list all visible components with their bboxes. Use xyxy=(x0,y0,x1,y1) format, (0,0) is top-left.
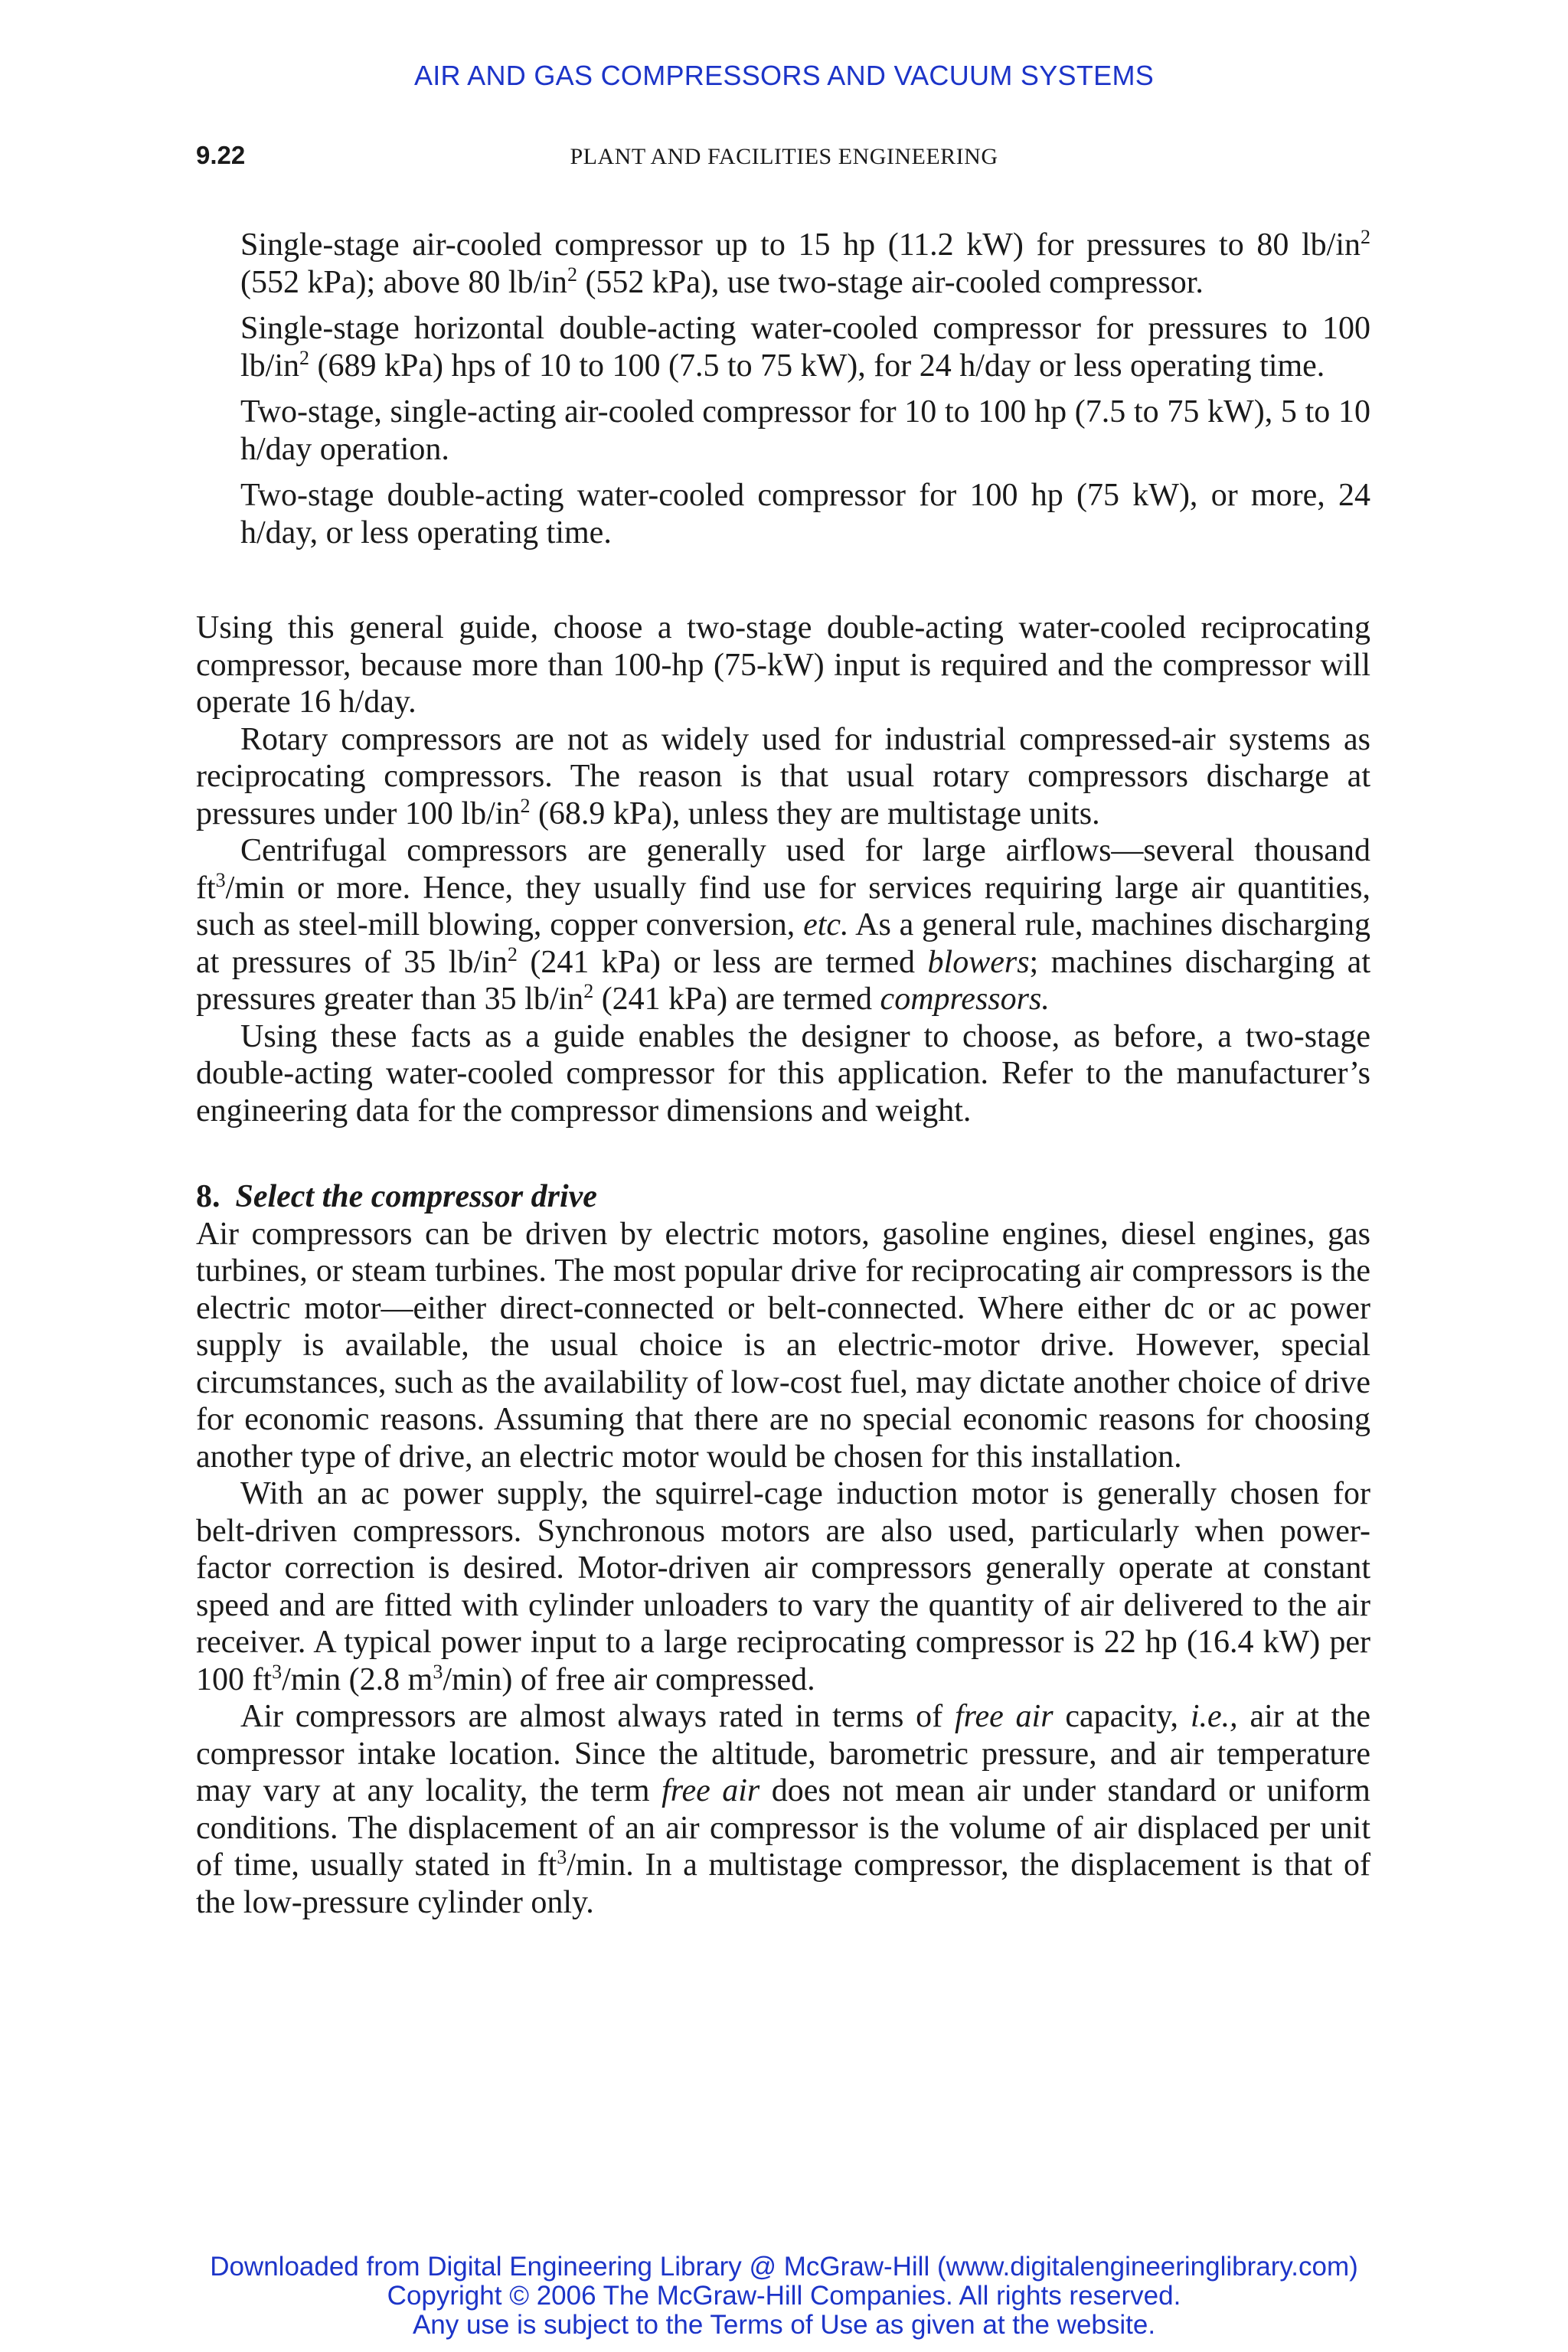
body-paragraph: Using these facts as a guide enables the designer to choose, as before, a two-stage double-acting water-cooled compressor for this application. Refer to the manufacturer’s engineering data for the compressor dimensions and weight. xyxy=(196,1018,1370,1129)
text-run: (68.9 kPa), unless they are multistage units. xyxy=(530,795,1100,831)
body-paragraph xyxy=(196,721,1370,833)
page-number: 9.22 xyxy=(196,141,246,169)
footer-terms-line: Any use is subject to the Terms of Use as given at the website. xyxy=(412,2310,1156,2340)
section-heading xyxy=(196,1178,1370,1216)
body-paragraph xyxy=(196,832,1370,1018)
text-run: (552 kPa); above 80 lb/in xyxy=(240,264,567,300)
superscript: 3 xyxy=(433,1660,443,1683)
section-number: 8. xyxy=(196,1179,220,1214)
superscript: 2 xyxy=(507,942,518,965)
superscript: 3 xyxy=(215,868,226,891)
text-run: With an ac power supply, the squirrel-cage induction motor is generally chosen for belt-driven compressors. Synchronous motors are also used, particularly when power-factor correction is desired. Motor-driven air compressors generally operate at constant speed and are fitted with cylinder unloaders to vary the quantity of air delivered to the air receiver. A typical power input to a large reciprocating compressor is 22 hp (16.4 kW) per 100 ft xyxy=(196,1476,1370,1697)
text-run: Rotary compressors are not as widely used for industrial compressed-air systems as reciprocating compressors. The reason is that usual rotary compressors discharge at pressures under 100 lb/in xyxy=(196,721,1370,831)
text-run: ; machines discharging at pressures greater than 35 lb/in xyxy=(196,944,1370,1017)
text-run: Single-stage horizontal double-acting water-cooled compressor for pressures to 100 lb/in xyxy=(240,311,1370,384)
text-run: As a general rule, machines discharging at pressures of 35 lb/in xyxy=(196,907,1370,980)
running-head: PLANT AND FACILITIES ENGINEERING xyxy=(570,144,998,169)
text-run: /min (2.8 m xyxy=(282,1661,433,1697)
footer-download-line: Downloaded from Digital Engineering Library @ McGraw-Hill (www.digitalengineeringlibrary.com) xyxy=(210,2252,1358,2282)
text-run: Centrifugal compressors are generally used for large airflows—several thousand ft xyxy=(196,833,1370,906)
list-item xyxy=(240,310,1370,384)
list-item: Two-stage, single-acting air-cooled compressor for 10 to 100 hp (7.5 to 75 kW), 5 to 10 h/day operation. xyxy=(240,394,1370,467)
text-run: /min. In a multistage compressor, the displacement is that of the low-pressure cylinder only. xyxy=(196,1847,1371,1920)
text-run: Single-stage air-cooled compressor up to 15 hp (11.2 kW) for pressures to 80 lb/in xyxy=(240,227,1361,263)
italic-term: blowers xyxy=(927,944,1030,980)
italic-term: compressors. xyxy=(880,982,1050,1017)
text-run: Air compressors are almost always rated in terms of xyxy=(240,1699,955,1734)
body-paragraph xyxy=(196,1475,1370,1698)
superscript: 2 xyxy=(299,346,310,369)
text-run: (241 kPa) or less are termed xyxy=(517,944,928,980)
superscript: 3 xyxy=(557,1846,567,1868)
superscript: 2 xyxy=(520,794,531,817)
text-run: capacity, xyxy=(1053,1699,1191,1734)
list-item: Two-stage double-acting water-cooled compressor for 100 hp (75 kW), or more, 24 h/day, or less operating time. xyxy=(240,478,1370,550)
body-paragraph: Air compressors can be driven by electric motors, gasoline engines, diesel engines, gas turbines, or steam turbines. The most popular drive for reciprocating air compressors is the electric motor—either direct-connected or belt-connected. Where either dc or ac power supply is available, the usual choice is an electric-motor drive. However, special circumstances, such as the availability of low-cost fuel, may dictate another choice of drive for economic reasons. Assuming that there are no special economic reasons for choosing another type of drive, an electric motor would be chosen for this installation. xyxy=(196,1216,1370,1475)
text-run: /min) of free air compressed. xyxy=(443,1661,815,1697)
superscript: 2 xyxy=(583,980,594,1002)
italic-term: free air xyxy=(954,1699,1054,1734)
list-item xyxy=(240,227,1370,301)
body-paragraph xyxy=(196,1698,1370,1921)
page-body xyxy=(196,227,1370,1921)
superscript: 3 xyxy=(272,1660,283,1683)
text-run: air at the compressor intake location. Since the altitude, barometric pressure, and air temperature may vary at any locality, the term xyxy=(196,1699,1370,1808)
text-run: (689 kPa) hps of 10 to 100 (7.5 to 75 kW), for 24 h/day or less operating time. xyxy=(309,348,1325,384)
section-title: Select the compressor drive xyxy=(235,1179,597,1214)
italic-term: etc. xyxy=(803,907,849,942)
text-run: (241 kPa) are termed xyxy=(593,982,880,1017)
footer-copyright-line: Copyright © 2006 The McGraw-Hill Companies. All rights reserved. xyxy=(387,2281,1181,2311)
text-run: /min or more. Hence, they usually find use for services requiring large air quantities, such as steel-mill blowing, copper conversion, xyxy=(196,870,1370,942)
italic-term: i.e., xyxy=(1190,1699,1238,1734)
text-run: (552 kPa), use two-stage air-cooled compressor. xyxy=(577,264,1204,300)
text-run: does not mean air under standard or uniform conditions. The displacement of an air compressor is the volume of air displaced per unit of time, usually stated in ft xyxy=(196,1773,1370,1883)
superscript: 2 xyxy=(1361,226,1370,248)
compressor-guide-list xyxy=(240,227,1370,551)
body-paragraph: Using this general guide, choose a two-stage double-acting water-cooled reciprocating compressor, because more than 100-hp (75-kW) input is required and the compressor will operate 16 h/day. xyxy=(196,610,1370,720)
chapter-banner: AIR AND GAS COMPRESSORS AND VACUUM SYSTEMS xyxy=(413,60,1155,91)
superscript: 2 xyxy=(567,263,577,286)
italic-term: free air xyxy=(662,1773,760,1808)
download-footer xyxy=(0,2252,1568,2340)
